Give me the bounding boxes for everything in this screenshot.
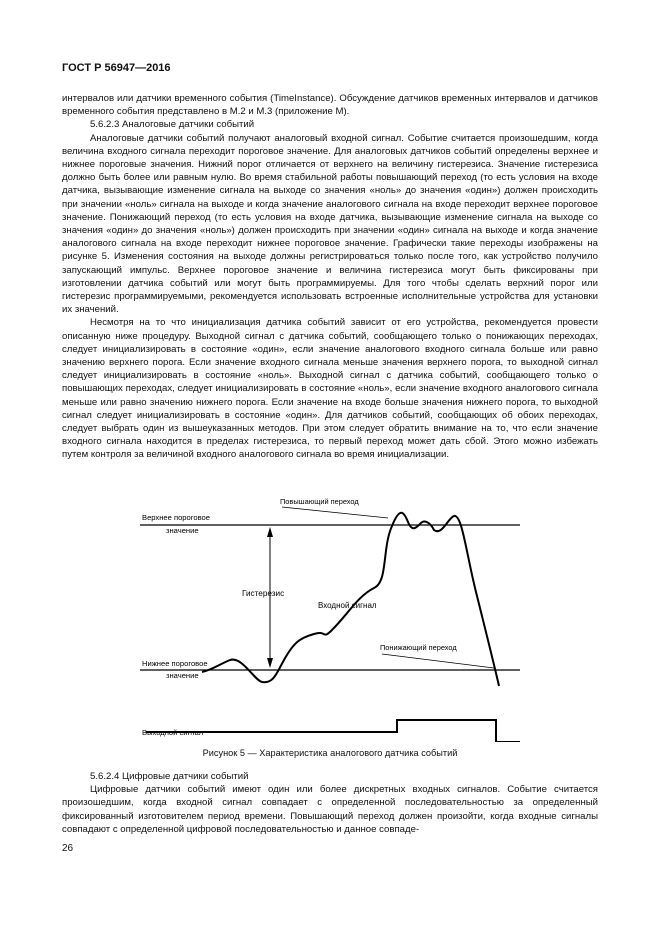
label-rising-transition: Повышающий переход <box>280 497 359 506</box>
section-heading-analog: 5.6.2.3 Аналоговые датчики событий <box>90 119 255 131</box>
standard-header: ГОСТ Р 56947—2016 <box>62 62 171 74</box>
figure-caption: Рисунок 5 — Характеристика аналогового датчика событий <box>202 748 458 758</box>
label-input-signal: Входной сигнал <box>318 601 377 610</box>
label-lower-threshold-1: Нижнее пороговое <box>142 659 208 668</box>
label-falling-transition: Понижающий переход <box>380 643 457 652</box>
text-block-top <box>62 92 598 462</box>
paragraph-analog-description: Аналоговые датчики событий получают аналоговый входной сигнал. Событие считается произошедшим, когда величина входного сигнала переходит пороговое значение. Для аналоговых датчиков событий определены верхнее и нижнее пороговые значения. Нижний порог отличается от верхнего на величину гистерезиса. Значение гистерезиса должно быть более или равным нулю. Во время стабильной работы повышающий переход (то есть условия на входе датчика, вызывающие изменение сигнала на выходе со значения «ноль» до значения «один») должен происходить при значении «ноль» сигнала на выходе и когда значение аналогового сигнала на входе переходит верхнее пороговое значение. Понижающий переход (то есть условия на входе датчика, вызывающие изменение сигнала на выходе со значения «один» до значения «ноль») должен происходить при значении «один» сигнала на выходе и когда значение аналогового сигнала на входе переходит нижнее пороговое значение. Графически такие переходы изображены на рисунке 5. Изменения состояния на выходе должны регистрироваться только после того, как устройство получило запускающий импульс. Верхнее пороговое значение и величина гистерезиса могут быть фиксированы при изготовлении датчика событий или могут быть программируемы. Для того чтобы сделать верхний порог или гистерезис программируемыми, рекомендуется использовать встроенные исполнительные устройства для установки их значений. <box>62 132 598 316</box>
text-block-bottom <box>62 770 598 836</box>
page-number: 26 <box>62 843 74 854</box>
paragraph-digital-description: Цифровые датчики событий имеют один или более дискретных входных сигналов. Событие считается произошедшим, когда входной сигнал совпадает с определенной последовательностью за определенный фиксированный изготовителем период времени. Повышающий переход должен произойти, когда входные сигналы совпадают с определенной цифровой последовательностью и данное совпаде- <box>62 784 598 835</box>
label-upper-threshold-1: Верхнее пороговое <box>142 513 210 522</box>
section-heading-digital: 5.6.2.4 Цифровые датчики событий <box>90 771 249 782</box>
input-signal-curve <box>202 513 499 686</box>
label-hysteresis: Гистерезис <box>242 589 285 598</box>
figure-analog-sensor-characteristic <box>62 492 602 742</box>
hysteresis-arrow-head-top <box>267 527 273 537</box>
label-output-signal: Выходной сигнал <box>142 728 204 737</box>
paragraph-continuation: интервалов или датчики временного события (TimeInstance). Обсуждение датчиков временных интервалов и датчиков временного события представлено в М.2 и М.3 (приложение М). <box>62 93 598 118</box>
rising-transition-leader <box>282 507 388 518</box>
hysteresis-arrow-head-bottom <box>267 658 273 668</box>
label-lower-threshold-2: значение <box>166 671 199 680</box>
paragraph-initialization: Несмотря на то что инициализация датчика событий зависит от его устройства, рекомендуется провести описанную ниже процедуру. Выходной сигнал с датчика событий, сообщающего только о понижающих переходах, следует инициализировать в состояние «один», если значение аналогового входного сигнала больше или равно значению верхнего порога. Если значение входного сигнала меньше значения верхнего порога, то выходной сигнал следует инициализировать в состояние «ноль». Выходной сигнал с датчика событий, сообщающего только о повышающих переходах, следует инициализировать в состояние «ноль», если значение входного аналогового сигнала меньше или равно значению нижнего порога. Если значение на входе больше значения нижнего порога, то выходной сигнал следует инициализировать в состояние «один». Для датчиков событий, сообщающих об обоих переходах, следует выбрать один из вышеуказанных методов. При этом следует обратить внимание на то, что если значение входного сигнала находится в пределах гистерезиса, то первый переход может дать сбой. Этого можно избежать путем контроля за величиной входного аналогового сигнала во время инициализации. <box>62 317 598 461</box>
falling-transition-leader <box>382 654 494 668</box>
label-upper-threshold-2: значение <box>166 526 199 535</box>
